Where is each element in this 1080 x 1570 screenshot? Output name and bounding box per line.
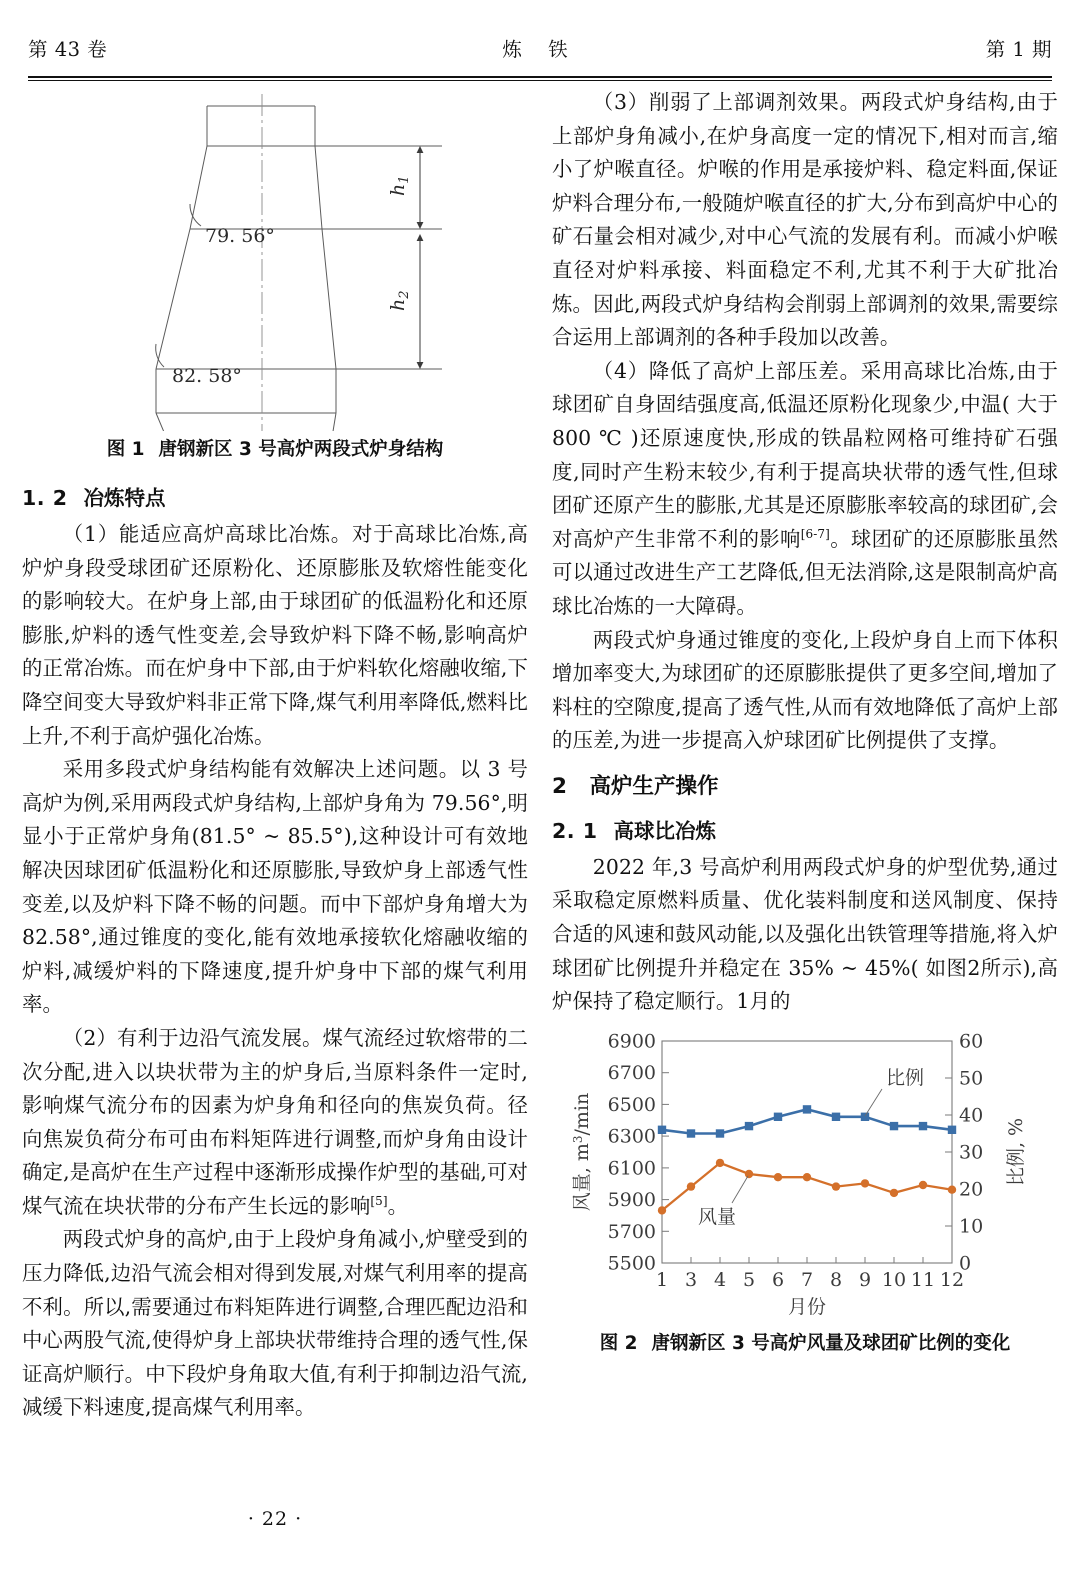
right-column (552, 86, 1058, 1359)
svg-text:0: 0 (959, 1252, 972, 1275)
citation-5: [5] (370, 1194, 388, 1209)
paragraph-3-tail: 。 (387, 1193, 409, 1218)
right-axis-ticks (945, 1041, 952, 1263)
svg-text:h1: $h_1$ (387, 175, 412, 196)
paragraph-8: 2022 年,3 号高炉利用两段式炉身的炉型优势,通过采取稳定原燃料质量、优化装料制度和送风制度、保持合适的风速和鼓风动能,以及强化出铁管理等措施,将入炉球团矿比例提升并稳定在 35% ~ 45%( 如图2所示),高炉保持了稳定顺行。1月的 (552, 854, 1058, 1014)
svg-text:5900: 5900 (607, 1188, 656, 1211)
volume-label: 第 43 卷 (28, 38, 108, 61)
left-axis-title (571, 1093, 593, 1211)
paragraph-6 (552, 355, 1058, 624)
series-line-airflow (662, 1163, 952, 1211)
issue-label: 第 1 期 (985, 38, 1052, 61)
x-axis-tick-labels (656, 1269, 964, 1291)
svg-text:1: 1 (655, 1268, 669, 1291)
svg-text:h2: $h_2$ (387, 290, 412, 311)
series-label-ratio: 比例 (886, 1066, 925, 1089)
page-number: · 22 · (247, 1508, 303, 1530)
right-axis-title (1005, 1118, 1027, 1186)
svg-text:7: 7 (800, 1268, 814, 1291)
heading-2-1-number: 2. 1 (552, 818, 598, 843)
svg-text:8: 8 (829, 1268, 843, 1291)
paragraph-3 (22, 1022, 528, 1224)
lower-angle-label: 82. 58° (172, 365, 242, 387)
figure-2-caption-text: 唐钢新区 3 号高炉风量及球团矿比例的变化 (651, 1332, 1011, 1354)
figure-1-number: 图 1 (106, 439, 145, 460)
svg-text:5700: 5700 (607, 1220, 656, 1243)
paragraph-4: 两段式炉身的高炉,由于上段炉身角减小,炉壁受到的压力降低,边沿气流会相对得到发展,对煤气利用率的提高不利。所以,需要通过布料矩阵进行调整,合理匹配边沿和中心两股气流,使得炉身上部块状带维持合理的透气性,保证高炉顺行。中下段炉身角取大值,有利于抑制边沿气流,减缓下料速度,提高煤气利用率。 (22, 1227, 528, 1420)
paragraph-1: （1）能适应高炉高球比冶炼。对于高球比冶炼,高炉炉身段受球团矿还原粉化、还原膨胀及软熔性能变化的影响较大。在炉身上部,由于球团矿的低温粉化和还原膨胀,炉料的透气性变差,会导致炉料下降不畅,影响高炉的正常冶炼。而在炉身中下部,由于炉料软化熔融收缩,下降空间变大导致炉料非正常下降,煤气利用率降低,燃料比上升,不利于高炉强化冶炼。 (22, 522, 528, 748)
series-label-airflow: 风量 (698, 1205, 737, 1228)
figure-2-caption (552, 1329, 1058, 1359)
svg-text:60: 60 (959, 1030, 984, 1053)
left-column (22, 86, 528, 1425)
furnace-drawing-svg (22, 86, 528, 431)
svg-text:5: 5 (742, 1268, 756, 1291)
paragraph-2: 采用多段式炉身结构能有效解决上述问题。以 3 号高炉为例,采用两段式炉身结构,上部炉身角为 79.56°,明显小于正常炉身角(81.5° ~ 85.5°),这种设计可有效地解决因球团矿低温粉化和还原膨胀,导致炉身上部透气性变差,以及炉料下降不畅的问题。而中下部炉身角增大为 82.58°,通过锥度的变化,能有效地承接软化熔融收缩的炉料,减缓炉料的下降速度,提升炉身中下部的煤气利用率。 (22, 757, 528, 1017)
figure-2-number: 图 2 (599, 1332, 638, 1354)
left-axis-ticks (662, 1041, 669, 1263)
svg-text:比例, %: 比例, % (1005, 1117, 1027, 1186)
svg-text:6500: 6500 (607, 1093, 656, 1116)
paragraph-5: （3）削弱了上部调剂效果。两段式炉身结构,由于上部炉身角减小,在炉身高度一定的情况下,相对而言,缩小了炉喉直径。炉喉的作用是承接炉料、稳定料面,保证炉料合理分布,一般随炉喉直径的扩大,分布到高炉中心的矿石量会相对减少,对中心气流的发展有利。而减小炉喉直径对炉料承接、料面稳定不利,尤其不利于大矿批冶炼。因此,两段式炉身结构会削弱上部调剂的效果,需要综合运用上部调剂的各种手段加以改善。 (552, 90, 1058, 350)
running-head (28, 34, 1052, 68)
svg-text:4: 4 (713, 1268, 727, 1291)
citation-6-7: [6-7] (800, 526, 830, 541)
airflow-leader-line (732, 1176, 748, 1203)
figure-1-caption (22, 435, 528, 465)
heading-2 (552, 770, 1058, 804)
figure-1-caption-text: 唐钢新区 3 号高炉两段式炉身结构 (158, 439, 444, 460)
paragraph-6-text: （4）降低了高炉上部压差。采用高球比冶炼,由于球团矿自身固结强度高,低温还原粉化现象少,中温( 大于 800 ℃ )还原速度快,形成的铁晶粒网格可维持矿石强度,同时产生粉末较少,有利于提高块状带的透气性,但球团矿还原产生的膨胀,尤其是还原膨胀率较高的球团矿,会对高炉产生非常不利的影响 (552, 358, 1058, 551)
svg-text:9: 9 (858, 1268, 872, 1291)
chart-svg (552, 1027, 1058, 1327)
heading-1-2-title: 冶炼特点 (83, 486, 166, 510)
svg-text:11: 11 (910, 1268, 936, 1291)
h1-label (387, 175, 412, 196)
heading-1-2-number: 1. 2 (22, 486, 68, 510)
svg-text:30: 30 (959, 1141, 984, 1164)
heading-2-title: 高炉生产操作 (589, 773, 719, 799)
svg-text:10: 10 (959, 1215, 984, 1238)
svg-text:50: 50 (959, 1067, 984, 1090)
svg-text:6900: 6900 (607, 1030, 656, 1053)
ratio-leader-line (865, 1089, 882, 1116)
x-axis-ticks (662, 1257, 952, 1263)
svg-text:10: 10 (881, 1268, 907, 1291)
heading-1-2 (22, 481, 528, 515)
svg-text:20: 20 (959, 1178, 984, 1201)
header-rule (28, 76, 1052, 81)
left-axis-tick-labels (608, 1030, 656, 1274)
heading-2-number: 2 (552, 773, 568, 799)
paragraph-3-text: （2）有利于边沿气流发展。煤气流经过软熔带的二次分配,进入以块状带为主的炉身后,当原料条件一定时,影响煤气流分布的因素为炉身角和径向的焦炭负荷。径向焦炭负荷分布可由布料矩阵进行调整,而炉身角由设计确定,是高炉在生产过程中逐渐形成操作炉型的基础,可对煤气流在块状带的分布产生长远的影响 (22, 1025, 528, 1218)
heading-2-1 (552, 814, 1058, 848)
svg-text:6700: 6700 (607, 1062, 656, 1085)
heading-2-1-title: 高球比冶炼 (613, 818, 716, 843)
figure-2-chart (552, 1027, 1058, 1327)
figure-1-blast-furnace-diagram (22, 86, 528, 431)
h2-label (387, 290, 412, 311)
journal-name: 炼 铁 (502, 38, 578, 61)
svg-text:6: 6 (771, 1268, 785, 1291)
upper-angle-label: 79. 56° (205, 225, 275, 247)
svg-text:6100: 6100 (607, 1157, 656, 1180)
paragraph-6-tail: 。球团矿的还原膨胀虽然可以通过改进生产工艺降低,但无法消除,这是限制高炉高球比冶炼的一大障碍。 (552, 526, 1058, 618)
paragraph-7: 两段式炉身通过锥度的变化,上段炉身自上而下体积增加率变大,为球团矿的还原膨胀提供了更多空间,增加了料柱的空隙度,提高了透气性,从而有效地降低了高炉上部的压差,为进一步提高入炉球团矿比例提供了支撑。 (552, 627, 1058, 753)
svg-text:风量, m3/min: 风量, $m^3/\min$ (571, 1092, 593, 1212)
svg-text:3: 3 (684, 1268, 698, 1291)
svg-text:5500: 5500 (607, 1252, 656, 1275)
x-axis-title: 月份 (787, 1295, 827, 1318)
svg-text:40: 40 (959, 1104, 984, 1127)
svg-text:6300: 6300 (607, 1125, 656, 1148)
svg-text:12: 12 (939, 1268, 965, 1291)
right-axis-tick-labels (959, 1030, 983, 1274)
